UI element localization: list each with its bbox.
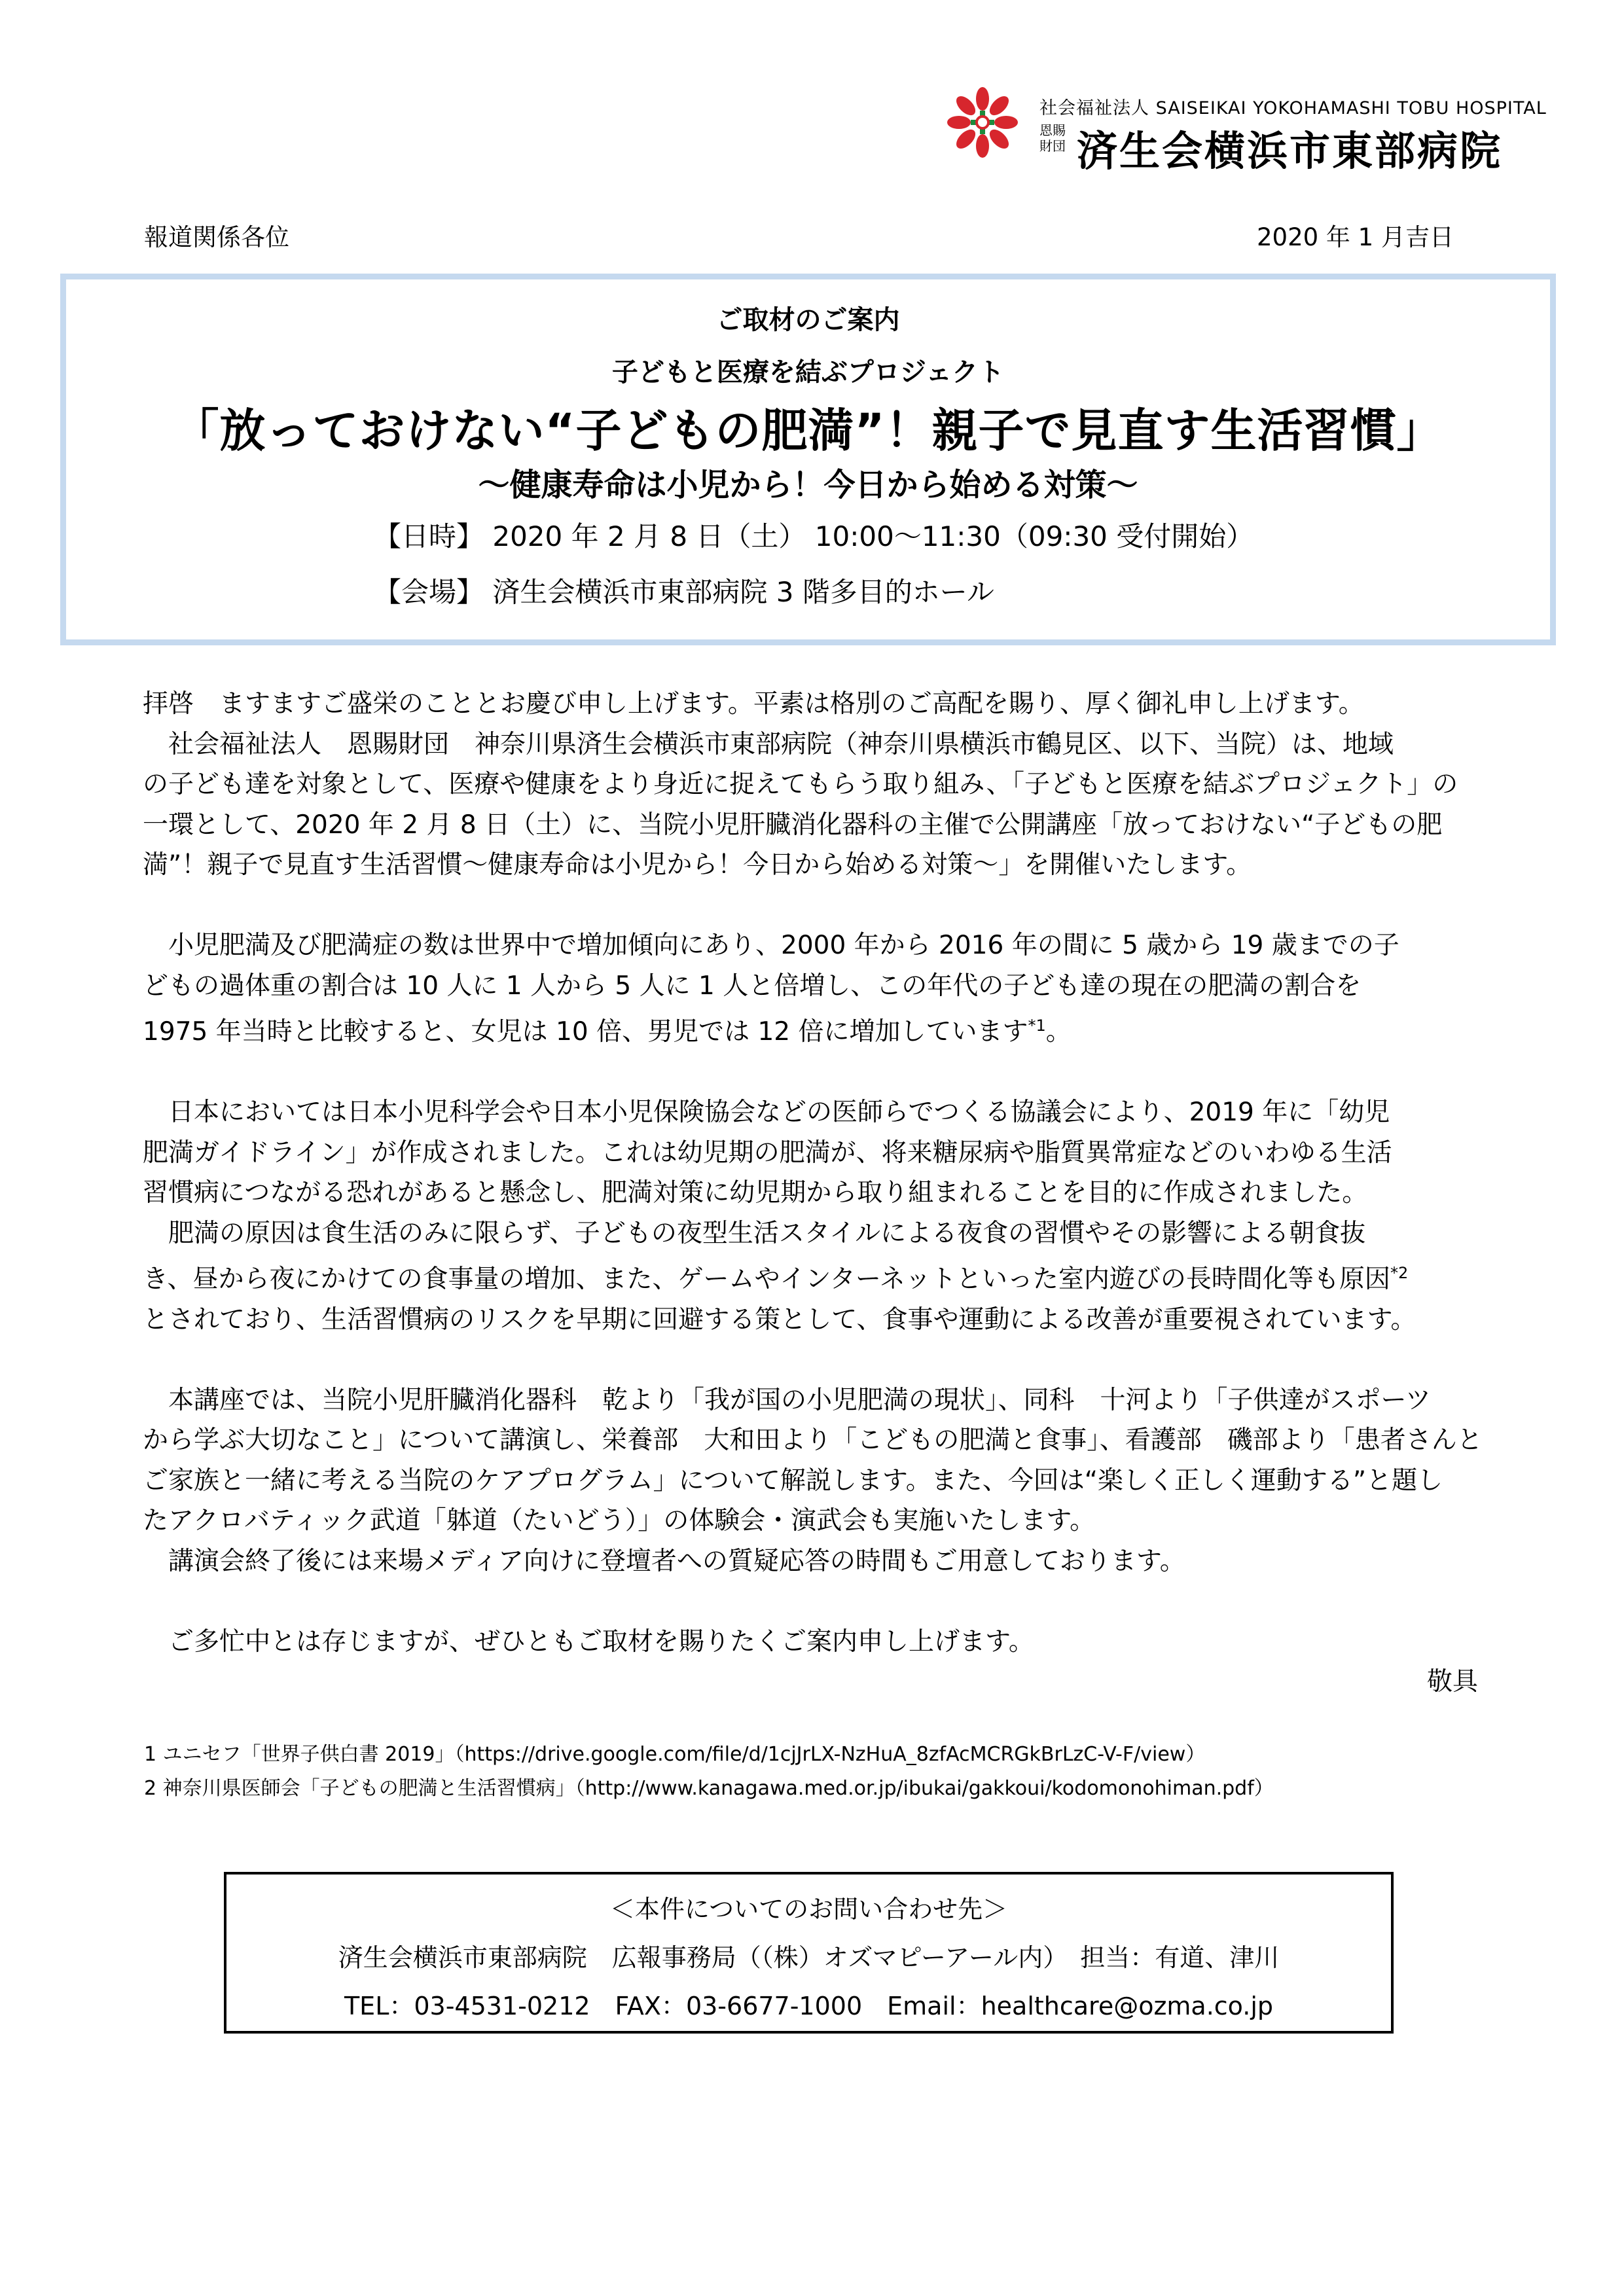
body-line: から学ぶ大切なこと」について講演し、栄養部 大和田より「こどもの肥満と食事」、看護部 磯部より「患者さんと [143, 1426, 1483, 1455]
logo-label-onshi: 恩賜 [1039, 122, 1066, 138]
body-text-span: 1975 年当時と比較すると、女児は 10 倍、男児では 12 倍に増加しています [143, 1017, 1028, 1047]
announcement-box [60, 274, 1556, 645]
body-line: たアクロバティック武道「躰道（たいどう）」の体験会・演武会も実施いたします。 [143, 1506, 1096, 1535]
footnote-1: 1 ユニセフ「世界子供白書 2019」（https://drive.google.com/file/d/1cjJrLX-NzHuA_8zfAcMCRGkBrLzC-V-F/view） [144, 1743, 1206, 1766]
body-line: 肥満の原因は食生活のみに限らず、子どもの夜型生活スタイルによる夜食の習慣やその影響による朝食抜 [143, 1218, 1366, 1248]
event-datetime: 【日時】 2020 年 2 月 8 日（土） 10:00～11:30（09:30 受付開始） [374, 520, 1254, 552]
body-text-span: き、昼から夜にかけての食事量の増加、また、ゲームやインターネットといった室内遊びの長時間化等も原因 [143, 1265, 1390, 1294]
body-line: 習慣病につながる恐れがあると懸念し、肥満対策に幼児期から取り組まれることを目的に作成されました。 [143, 1178, 1368, 1208]
logo-subtitle: 社会福祉法人 SAISEIKAI YOKOHAMASHI TOBU HOSPITAL [1039, 98, 1547, 118]
closing-line: ご多忙中とは存じますが、ぜひともご取材を賜りたくご案内申し上げます。 [143, 1626, 1034, 1657]
contact-details: TEL：03-4531-0212 FAX：03-6677-1000 Email：healthcare@ozma.co.jp [344, 1992, 1274, 2020]
hospital-logo [946, 82, 1547, 175]
body-line: 本講座では、当院小児肝臓消化器科 乾より「我が国の小児肥満の現状」、同科 十河より「子供達がスポーツ [143, 1385, 1431, 1415]
footnote-2: 2 神奈川県医師会「子どもの肥満と生活習慣病」（http://www.kanagawa.med.or.jp/ibukai/gakkoui/kodomonohiman.pdf） [144, 1777, 1274, 1800]
contact-organization: 済生会横浜市東部病院 広報事務局（（株）オズマピーアール内） 担当：有道、津川 [338, 1943, 1280, 1972]
body-line: 日本においては日本小児科学会や日本小児保険協会などの医師らでつくる協議会により、2019 年に「幼児 [143, 1098, 1390, 1127]
body-line: の子ども達を対象として、医療や健康をより身近に捉えてもらう取り組み、「子どもと医療を結ぶプロジェクト」の [143, 770, 1458, 799]
footnotes [144, 1738, 1274, 1806]
project-name: 子どもと医療を結ぶプロジェクト [611, 357, 1005, 387]
body-line: 一環として、2020 年 2 月 8 日（土）に、当院小児肝臓消化器科の主催で公開講座「放っておけない“子どもの肥 [143, 810, 1443, 840]
issue-date: 2020 年 1 月吉日 [1257, 223, 1454, 251]
body-line: 社会福祉法人 恩賜財団 神奈川県済生会横浜市東部病院（神奈川県横浜市鶴見区、以下、当院）は、地域 [143, 729, 1394, 759]
contact-box [224, 1872, 1394, 2034]
hospital-emblem-icon [946, 86, 1019, 159]
announcement-label: ご取材のご案内 [716, 305, 900, 335]
sign-off: 敬具 [1426, 1667, 1478, 1696]
hospital-name: 済生会横浜市東部病院 [1077, 127, 1503, 175]
contact-header: ＜本件についてのお問い合わせ先＞ [609, 1895, 1008, 1924]
body-line: 小児肥満及び肥満症の数は世界中で増加傾向にあり、2000 年から 2016 年の間に 5 歳から 19 歳までの子 [143, 931, 1399, 960]
body-line [143, 1253, 1478, 1300]
body-line: とされており、生活習慣病のリスクを早期に回避する策として、食事や運動による改善が重要視されています。 [143, 1304, 1416, 1335]
logo-label-zaidan: 財団 [1039, 138, 1066, 154]
body-line: 満”！親子で見直す生活習慣～健康寿命は小児から！今日から始める対策～」を開催いたします。 [143, 850, 1252, 880]
body-line [143, 1006, 1478, 1052]
body-line: 拝啓 ますますご盛栄のこととお慶び申し上げます。平素は格別のご高配を賜り、厚く御礼申し上げます。 [143, 689, 1364, 719]
footnote-ref: *1 [1028, 1016, 1046, 1035]
body-line: 肥満ガイドライン」が作成されました。これは幼児期の肥満が、将来糖尿病や脂質異常症などのいわゆる生活 [143, 1138, 1392, 1168]
event-title: 「放っておけない“子どもの肥満”！親子で見直す生活習慣」 [173, 404, 1443, 457]
body-line: どもの過体重の割合は 10 人に 1 人から 5 人に 1 人と倍増し、この年代の子ども達の現在の肥満の割合を [143, 971, 1362, 1001]
event-venue: 【会場】 済生会横浜市東部病院 3 階多目的ホール [374, 576, 994, 608]
body-line: ご家族と一緒に考える当院のケアプログラム」について解説します。また、今回は“楽しく正しく運動する”と題し [143, 1465, 1443, 1496]
body-text [143, 684, 1483, 1702]
recipients: 報道関係各位 [144, 223, 289, 251]
event-subtitle: ～健康寿命は小児から！今日から始める対策～ [478, 467, 1138, 503]
footnote-ref: *2 [1390, 1264, 1409, 1282]
body-line: 講演会終了後には来場メディア向けに登壇者への質疑応答の時間もご用意しております。 [143, 1546, 1185, 1576]
body-text-span: 。 [1045, 1017, 1072, 1047]
